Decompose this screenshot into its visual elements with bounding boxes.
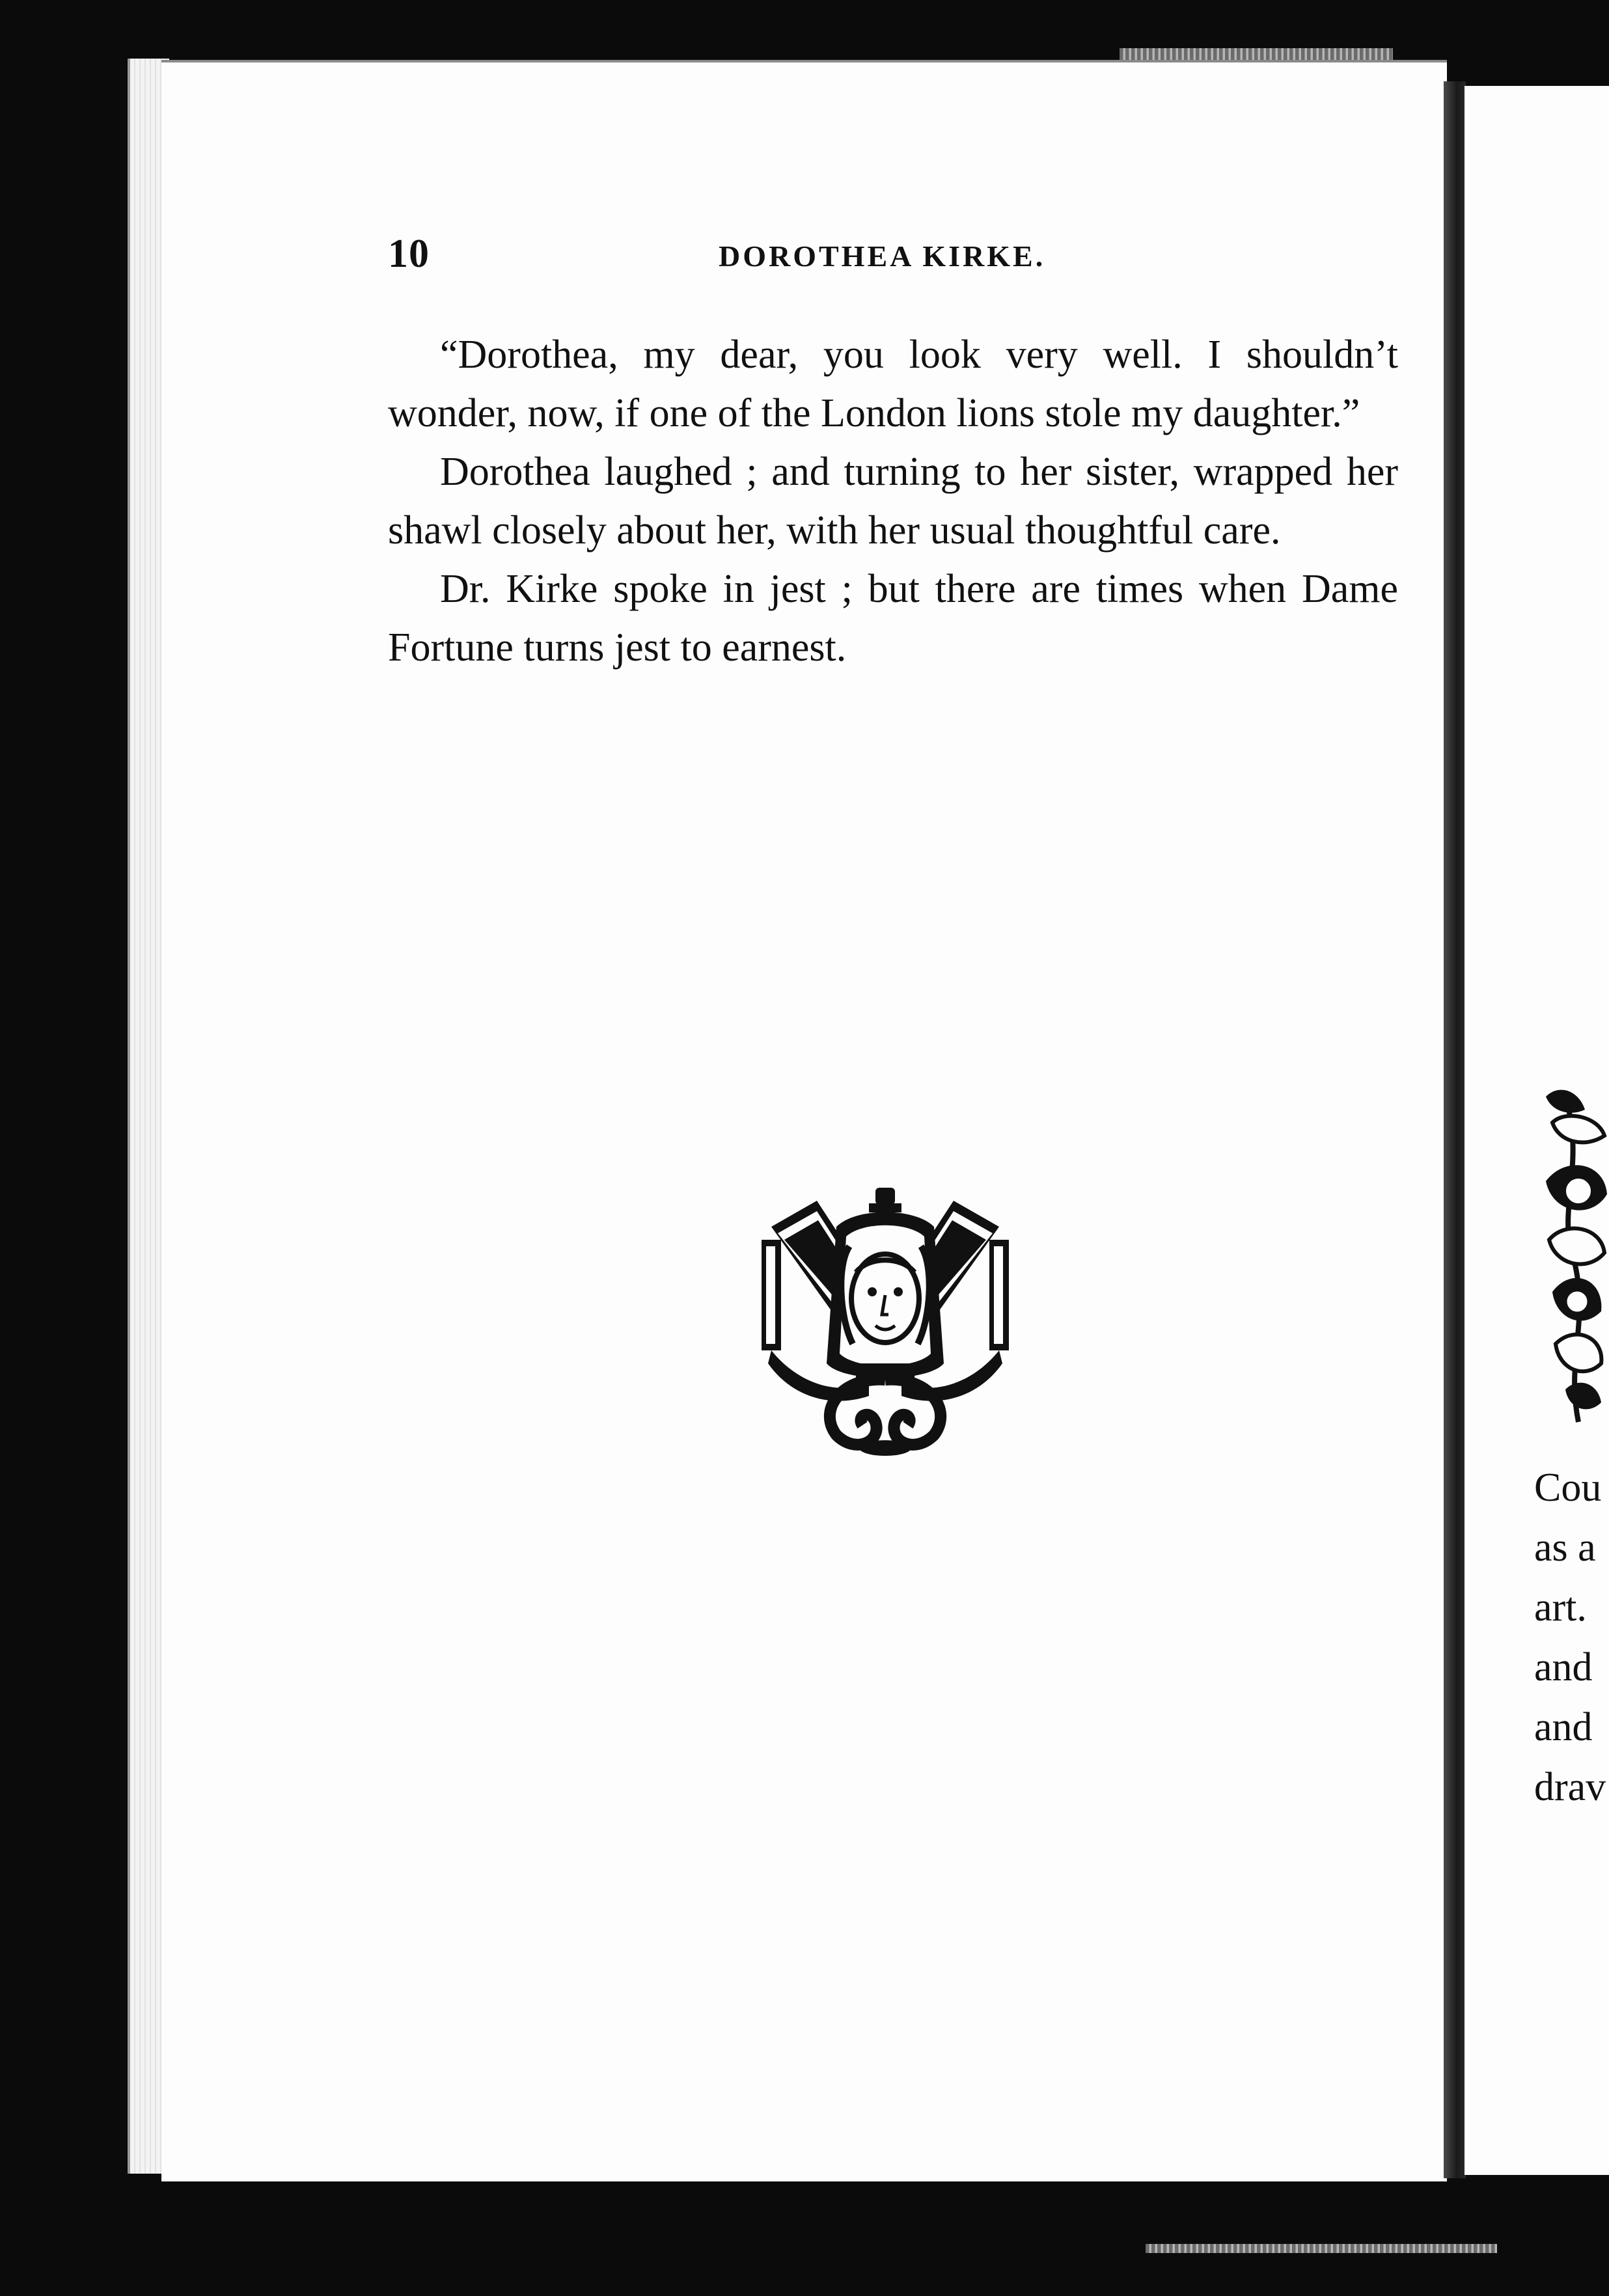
morning-glory-vignette-icon [1539, 1084, 1609, 1435]
paragraph-3: Dr. Kirke spoke in jest ; but there are times when Dame Fortune turns jest to earnest. [388, 567, 1398, 670]
right-line-5: and [1534, 1705, 1593, 1749]
grotesque-face-tailpiece-icon [758, 1188, 1012, 1461]
book-gutter [1444, 81, 1466, 2178]
right-line-1: Cou [1534, 1466, 1602, 1510]
right-line-4: and [1534, 1645, 1593, 1689]
paragraph-2: Dorothea laughed ; and turning to her sister, wrapped her shawl closely about her, with her usual thoughtful care. [388, 450, 1398, 553]
right-line-2: as a [1534, 1525, 1596, 1570]
running-title: DOROTHEA KIRKE. [719, 239, 1046, 273]
body-text [388, 325, 1398, 677]
right-page-text [1534, 1458, 1606, 1817]
right-line-6: drav [1534, 1765, 1606, 1809]
paragraph-1: “Dorothea, my dear, you look very well. I shouldn’t wonder, now, if one of the London lions stole my daughter.” [388, 333, 1398, 435]
book-edge-stripe-bottom [1146, 2244, 1497, 2253]
page-number: 10 [388, 232, 430, 276]
running-head [388, 231, 1403, 290]
right-line-3: art. [1534, 1585, 1587, 1630]
